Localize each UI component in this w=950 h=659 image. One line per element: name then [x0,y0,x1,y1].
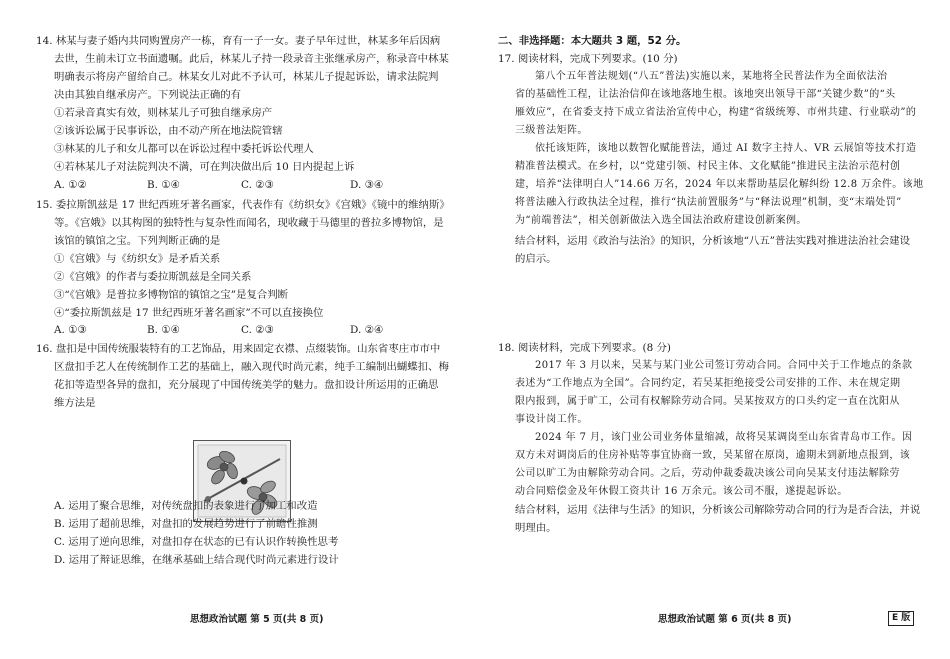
edition-badge: E 版 [888,611,914,626]
q16-stem-line: 花扣等造型各异的盘扣，充分展现了中国传统美学的魅力。盘扣设计所运用的正确思 [54,379,439,391]
q15-option-b: B. ①④ [147,324,180,336]
q15-statement: ③“《宫娥》是普拉多博物馆的镇馆之宝”是复合判断 [54,289,289,301]
q17-material-line: 第八个五年普法规划(“八五”普法)实施以来，某地将全民普法作为全面依法治 [535,71,888,82]
q16-choice-c: C. 运用了逆向思维，对盘扣存在状态的已有认识作转换性思考 [54,536,339,548]
q18-head: 18. 阅读材料，完成下列要求。(8 分) [498,342,671,354]
q14-option-c: C. ②③ [241,179,274,191]
q17-material-line: 精准普法模式。在乡村，以“党建引领、村民主体、文化赋能”推进民主法治示范村创 [515,161,901,172]
left-page-footer: 思想政治试题 第 5 页(共 8 页) [190,614,324,625]
q14-statement: ③林某的儿子和女儿都可以在诉讼过程中委托诉讼代理人 [54,143,314,155]
section-title: 二、非选择题：本大题共 3 题，52 分。 [498,35,687,47]
q18-task-line: 明理由。 [515,522,557,534]
q18-task-line: 结合材料，运用《法律与生活》的知识，分析该公司解除劳动合同的行为是否合法，并说 [515,504,921,516]
q16-choice-d: D. 运用了辩证思维，在继承基础上结合现代时尚元素进行设计 [54,554,339,566]
q15-stem-line: 该馆的镇馆之宝。下列判断正确的是 [54,235,221,247]
q14-stem-line: 14. 林某与妻子婚内共同购置房产一栋，育有一子一女。妻子早年过世，林某多年后因病 [36,35,441,47]
q17-material-line: 依托该矩阵，该地以数智化赋能普法，通过 AI 数字主持人、VR 云展馆等技术打造 [535,143,917,154]
q15-stem-line: 等。《宫娥》以其构图的独特性与复杂性而闻名，现收藏于马德里的普拉多博物馆，是 [54,217,444,229]
q16-choice-a: A. 运用了聚合思维，对传统盘扣的表象进行了加工和改造 [54,500,318,512]
q18-material-line: 事设计岗工作。 [515,414,588,425]
q17-material-line: 为“前端普法”，相关创新做法入选全国法治政府建设创新案例。 [515,215,807,226]
q15-statement: ①《宫娥》与《纺织女》是矛盾关系 [54,253,221,265]
q16-choice-b: B. 运用了超前思维，对盘扣的发展趋势进行了前瞻性推测 [54,518,318,530]
q18-material-line: 表述为“工作地点为全国”。合同约定，若吴某拒绝接受公司安排的工作、未在规定期 [515,378,901,389]
q18-material-line: 动合同赔偿金及年休假工资共计 16 万余元。该公司不服，遂提起诉讼。 [515,486,848,497]
q15-option-c: C. ②③ [241,324,274,336]
q14-stem-line: 决由其独自继承房产。下列说法正确的有 [54,89,242,101]
q15-stem-line: 15. 委拉斯凯兹是 17 世纪西班牙著名画家，代表作有《纺织女》《宫娥》《镜中的维纳斯》 [36,199,450,211]
q18-material-line: 公司以旷工为由解除劳动合同。之后，劳动仲裁委裁决该公司向吴某支付违法解除劳 [515,468,900,479]
q15-statement: ②《宫娥》的作者与委拉斯凯兹是全同关系 [54,271,252,283]
q18-material-line: 2017 年 3 月以来，吴某与某门业公司签订劳动合同。合同中关于工作地点的条款 [535,360,913,371]
q15-option-d: D. ②④ [350,324,384,336]
q18-material-line: 2024 年 7 月，该门业公司业务体量缩减，故将吴某调岗至山东省青岛市工作。因 [535,432,913,443]
q14-option-d: D. ③④ [350,179,384,191]
q17-head: 17. 阅读材料，完成下列要求。(10 分) [498,53,678,65]
q14-statement: ②该诉讼属于民事诉讼，由不动产所在地法院管辖 [54,125,283,137]
q14-stem-line: 去世，生前未订立书面遗嘱。此后，林某儿子持一段录音主张继承房产，称录音中林某 [54,53,449,65]
right-page [475,0,950,659]
q15-statement: ④“委拉斯凯兹是 17 世纪西班牙著名画家”不可以直接换位 [54,307,324,319]
q16-stem-line: 16. 盘扣是中国传统服装特有的工艺饰品，用来固定衣襟、点缀装饰。山东省枣庄市市中 [36,343,441,355]
q14-option-a: A. ①② [54,179,87,191]
q14-option-b: B. ①④ [147,179,180,191]
q18-material-line: 限内报到，属于旷工，公司有权解除劳动合同。吴某按双方的口头约定一直在沈阳从 [515,396,900,407]
q17-material-line: 将普法融入行政执法全过程，推行“执法前置服务”与“释法说理”机制，变“末端处罚” [515,197,902,208]
q16-stem-line: 区盘扣手艺人在传统制作工艺的基础上，融入现代时尚元素，纯手工编制出蝴蝶扣、梅 [54,361,449,373]
right-page-footer: 思想政治试题 第 6 页(共 8 页) [658,614,792,625]
q17-task-line: 结合材料，运用《政治与法治》的知识，分析该地“八五”普法实践对推进法治社会建设 [515,235,911,247]
q17-material-line: 省的基础性工程，让法治信仰在该地落地生根。该地突出领导干部“关键少数”的“头 [515,89,896,100]
q14-statement: ①若录音真实有效，则林某儿子可独自继承房产 [54,107,273,119]
q18-material-line: 双方未对调岗后的住房补贴等事宜协商一致，吴某留在原岗，逾期未到新地点报到，该 [515,450,911,461]
q14-stem-line: 明确表示将房产留给自己。林某女儿对此不予认可，林某儿子提起诉讼，请求法院判 [54,71,439,83]
q15-option-a: A. ①③ [54,324,87,336]
q17-material-line: 三级普法矩阵。 [515,125,588,136]
q17-task-line: 的启示。 [515,253,557,265]
q17-material-line: 雁效应”，在省委支持下成立省法治宣传中心，构建“省级统筹、市州共建、行业联动”的 [515,107,917,118]
q16-stem-line: 维方法是 [54,397,96,409]
q17-material-line: 建，培养“法律明白人”14.66 万名，2024 年以来帮助基层化解纠纷 12.8 万余件。该地 [515,179,924,190]
q14-statement: ④若林某儿子对法院判决不满，可在判决做出后 10 日内提起上诉 [54,161,355,173]
